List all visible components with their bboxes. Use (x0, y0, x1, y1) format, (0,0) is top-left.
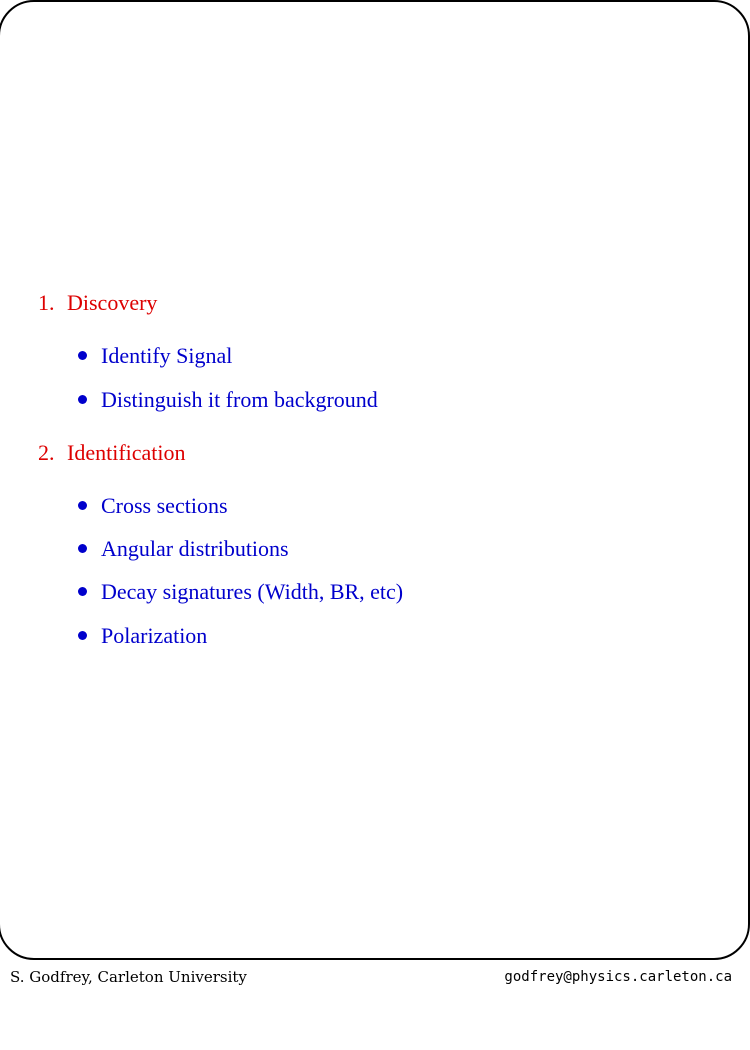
section-heading-discovery (38, 290, 157, 316)
bullet-text: Distinguish it from background (101, 387, 378, 412)
list-item (78, 579, 403, 605)
bullet-dot-icon (78, 587, 87, 596)
bullet-text: Cross sections (101, 493, 228, 518)
section-number: 1. (38, 290, 55, 315)
bullet-dot-icon (78, 501, 87, 510)
bullet-dot-icon (78, 544, 87, 553)
section-heading-identification (38, 440, 186, 466)
footer-email: godfrey@physics.carleton.ca (504, 969, 732, 985)
bullet-text: Polarization (101, 623, 208, 648)
bullet-dot-icon (78, 631, 87, 640)
list-item (78, 623, 207, 649)
list-item (78, 493, 228, 519)
list-item (78, 343, 232, 369)
footer-author: S. Godfrey, Carleton University (10, 968, 247, 986)
section-number: 2. (38, 440, 55, 465)
bullet-text: Identify Signal (101, 343, 233, 368)
bullet-text: Angular distributions (101, 536, 289, 561)
list-item (78, 536, 289, 562)
bullet-dot-icon (78, 395, 87, 404)
list-item (78, 387, 378, 413)
bullet-dot-icon (78, 351, 87, 360)
section-title: Discovery (67, 290, 158, 315)
bullet-text: Decay signatures (Width, BR, etc) (101, 579, 404, 604)
section-title: Identification (67, 440, 186, 465)
